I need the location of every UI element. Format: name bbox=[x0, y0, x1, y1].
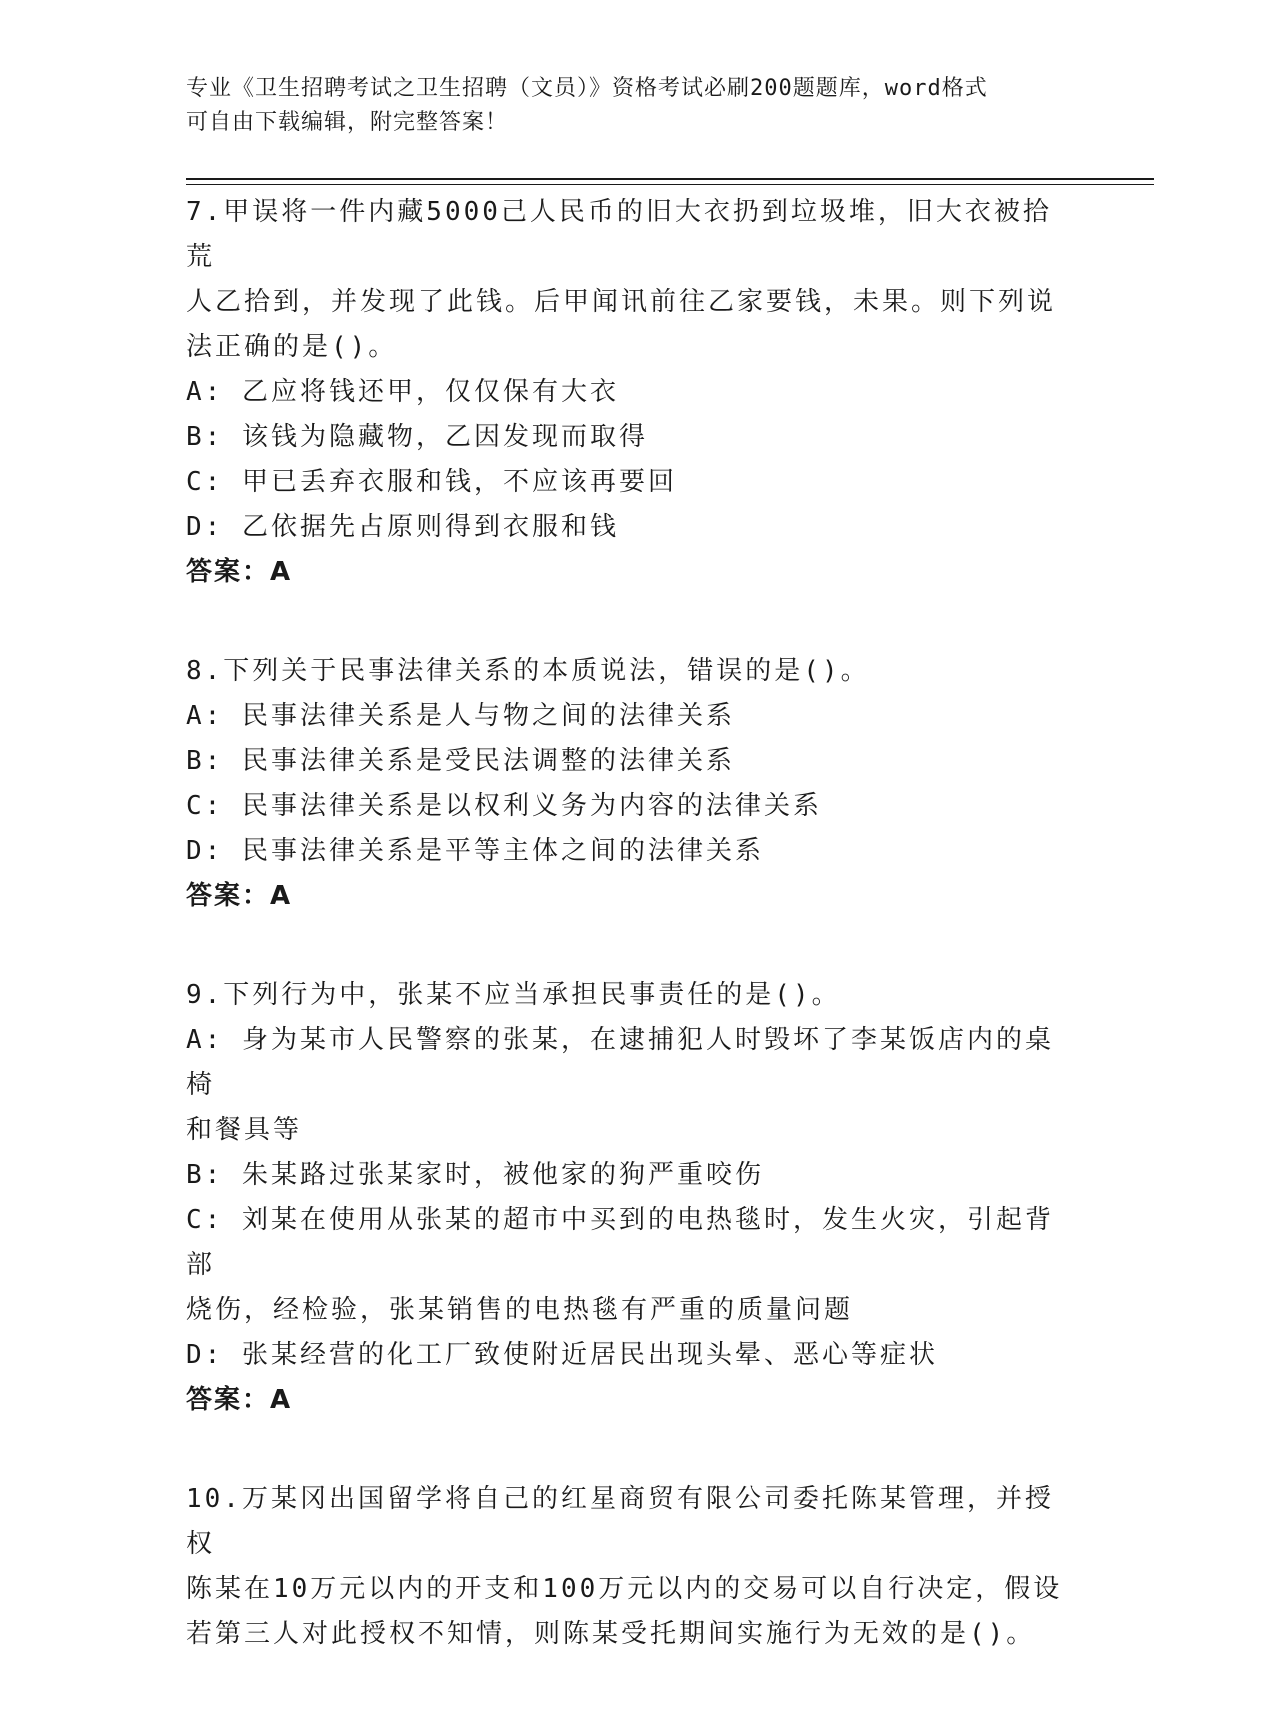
question-stem-line: 若第三人对此授权不知情，则陈某受托期间实施行为无效的是()。 bbox=[186, 1619, 1036, 1649]
option-a-continued: 和餐具等 bbox=[186, 1115, 303, 1145]
question-stem-line: 陈某在10万元以内的开支和100万元以内的交易可以自行决定，假设 bbox=[186, 1574, 1063, 1604]
option-c: C: 甲已丢弃衣服和钱，不应该再要回 bbox=[186, 467, 677, 497]
document-header bbox=[186, 72, 1066, 140]
question-stem-line: 法正确的是()。 bbox=[186, 332, 398, 362]
question-9 bbox=[186, 973, 1066, 1423]
answer-label: 答案：A bbox=[186, 881, 293, 911]
header-rule-thick bbox=[186, 178, 1154, 180]
option-c: C: 民事法律关系是以权利义务为内容的法律关系 bbox=[186, 791, 822, 821]
option-b: B: 民事法律关系是受民法调整的法律关系 bbox=[186, 746, 735, 776]
question-10 bbox=[186, 1477, 1066, 1657]
header-rule-thin bbox=[186, 184, 1154, 185]
question-stem-line: 10.万某冈出国留学将自己的红星商贸有限公司委托陈某管理，并授权 bbox=[186, 1484, 1054, 1559]
header-line-1: 专业《卫生招聘考试之卫生招聘（文员）》资格考试必刷200题题库，word格式 bbox=[186, 76, 988, 101]
option-d: D: 乙依据先占原则得到衣服和钱 bbox=[186, 512, 619, 542]
option-c-continued: 烧伤，经检验，张某销售的电热毯有严重的质量问题 bbox=[186, 1295, 854, 1325]
option-b: B: 朱某路过张某家时，被他家的狗严重咬伤 bbox=[186, 1160, 764, 1190]
question-stem-line: 8.下列关于民事法律关系的本质说法，错误的是()。 bbox=[186, 656, 870, 686]
option-a: A: 乙应将钱还甲，仅仅保有大衣 bbox=[186, 377, 619, 407]
option-d: D: 民事法律关系是平等主体之间的法律关系 bbox=[186, 836, 764, 866]
question-stem-line: 7.甲误将一件内藏5000己人民币的旧大衣扔到垃圾堆，旧大衣被拾荒 bbox=[186, 197, 1052, 272]
option-c: C: 刘某在使用从张某的超市中买到的电热毯时，发生火灾，引起背部 bbox=[186, 1205, 1054, 1280]
question-list bbox=[186, 190, 1066, 1711]
answer-label: 答案：A bbox=[186, 1385, 293, 1415]
header-line-2: 可自由下载编辑，附完整答案！ bbox=[186, 110, 509, 135]
option-a: A: 民事法律关系是人与物之间的法律关系 bbox=[186, 701, 735, 731]
option-b: B: 该钱为隐藏物，乙因发现而取得 bbox=[186, 422, 648, 452]
question-8 bbox=[186, 649, 1066, 919]
option-d: D: 张某经营的化工厂致使附近居民出现头晕、恶心等症状 bbox=[186, 1340, 938, 1370]
answer-label: 答案：A bbox=[186, 557, 293, 587]
question-7 bbox=[186, 190, 1066, 595]
question-stem-line: 9.下列行为中，张某不应当承担民事责任的是()。 bbox=[186, 980, 841, 1010]
question-stem-line: 人乙拾到，并发现了此钱。后甲闻讯前往乙家要钱，未果。则下列说 bbox=[186, 287, 1057, 317]
option-a: A: 身为某市人民警察的张某，在逮捕犯人时毁坏了李某饭店内的桌椅 bbox=[186, 1025, 1054, 1100]
